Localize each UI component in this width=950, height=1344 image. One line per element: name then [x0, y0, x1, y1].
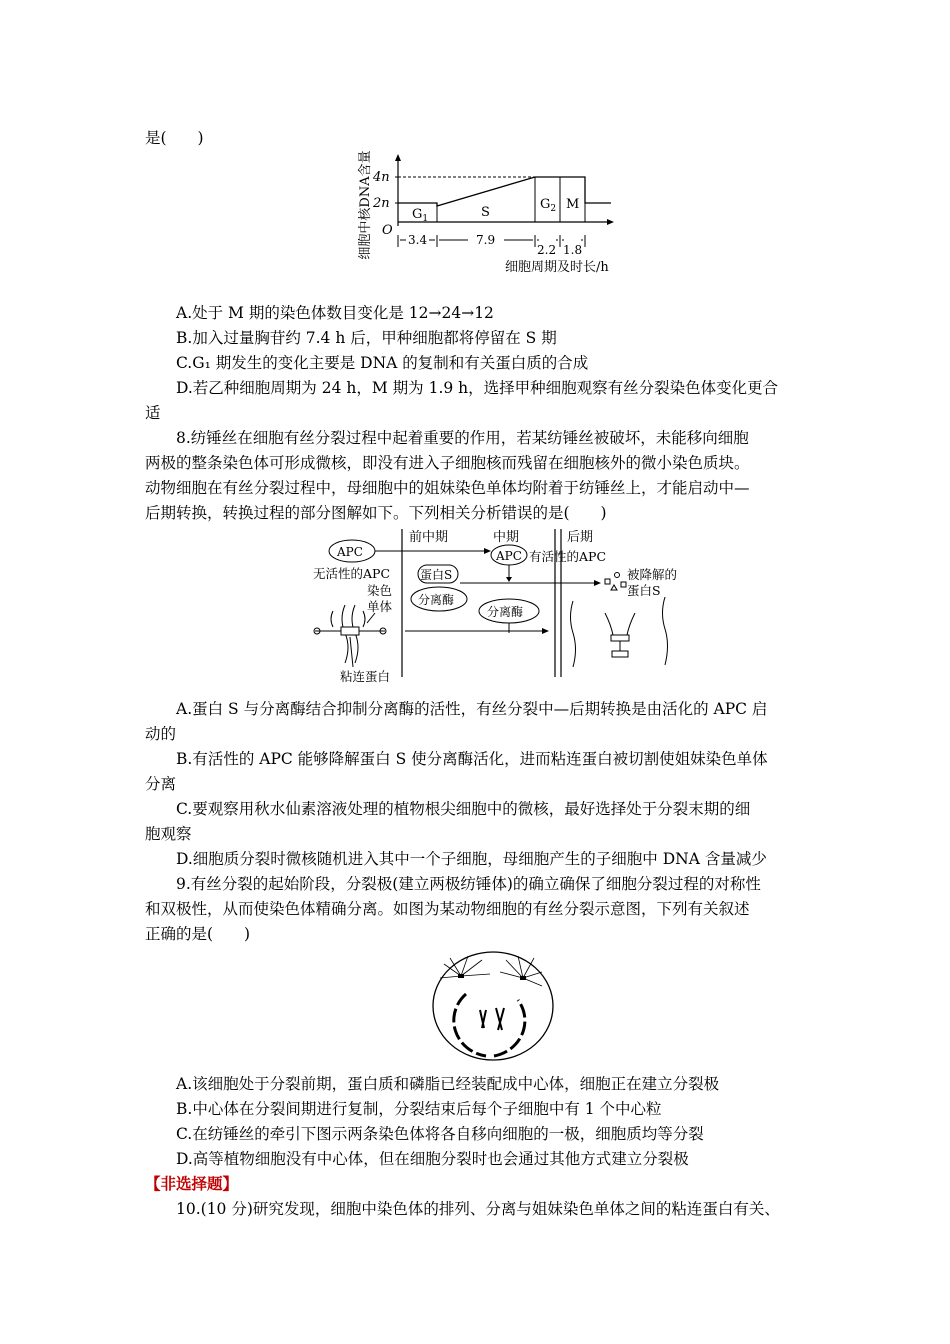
q9-option-a: A.该细胞处于分裂前期，蛋白质和磷脂已经装配成中心体，细胞正在建立分裂极 [176, 1075, 720, 1093]
q8-stem-3: 动物细胞在有丝分裂过程中，母细胞中的姐妹染色单体均附着于纺锤丝上，才能启动中— [145, 479, 750, 497]
q8-option-c: C.要观察用秋水仙素溶液处理的植物根尖细胞中的微核，最好选择处于分裂末期的细 [176, 800, 751, 818]
q7-option-d: D.若乙种细胞周期为 24 h，M 期为 1.9 h，选择甲种细胞观察有丝分裂染色体变化更合 [176, 379, 779, 397]
q7-option-d-cont: 适 [145, 404, 161, 422]
label-inactive-apc: 无活性的APC [313, 566, 391, 581]
q10-stem: 10.(10 分)研究发现，细胞中染色体的排列、分离与姐妹染色单体之间的粘连蛋白有关、 [176, 1200, 780, 1218]
q7-option-a: A.处于 M 期的染色体数目变化是 12→24→12 [176, 304, 494, 322]
q9-stem-1: 9.有丝分裂的起始阶段，分裂极(建立两极纺锤体)的确立确保了细胞分裂过程的对称性 [176, 875, 761, 893]
label-prometaphase: 前中期 [409, 530, 449, 545]
q8-option-a-cont: 动的 [145, 725, 177, 743]
duration-g1: 3.4 [408, 233, 428, 247]
label-active-apc: 有活性的APC [529, 549, 607, 564]
phase-s: S [481, 205, 490, 220]
q9-option-d: D.高等植物细胞没有中心体，但在细胞分裂时也会通过其他方式建立分裂极 [176, 1150, 689, 1168]
q8-stem-2: 两极的整条染色体可形成微核，即没有进入子细胞核而残留在细胞核外的微小染色质块。 [145, 454, 750, 472]
label-anaphase: 后期 [567, 530, 594, 545]
apc-label-2: APC [496, 549, 522, 563]
q9-option-c: C.在纺锤丝的牵引下图示两条染色体将各自移向细胞的一极，细胞质均等分裂 [176, 1125, 704, 1143]
chart-tick-2n: 2n [373, 196, 390, 211]
chart-ylabel: 细胞中核DNA含量 [358, 150, 373, 260]
label-metaphase: 中期 [493, 530, 520, 545]
duration-g2: 2.2 [537, 243, 557, 257]
degraded-label-2: 蛋白S [627, 583, 661, 598]
q7-stem-tail: 是( ) [145, 129, 204, 147]
apc-transition-diagram [305, 527, 685, 687]
separase-label-2: 分离酶 [487, 605, 524, 619]
q9-option-b: B.中心体在分裂间期进行复制，分裂结束后每个子细胞中有 1 个中心粒 [176, 1100, 662, 1118]
q7-option-b: B.加入过量胸苷约 7.4 h 后，甲种细胞都将停留在 S 期 [176, 329, 557, 347]
cohesin-label: 粘连蛋白 [340, 669, 391, 684]
apc-label-1: APC [337, 545, 363, 559]
q8-option-b: B.有活性的 APC 能够降解蛋白 S 使分离酶活化，进而粘连蛋白被切割使姐妹染色单体 [176, 750, 768, 768]
separase-label-1: 分离酶 [418, 593, 455, 607]
q8-option-b-cont: 分离 [145, 775, 177, 793]
degraded-label-1: 被降解的 [627, 567, 678, 582]
phase-g1: $G_1$ [412, 207, 429, 224]
q7-option-c: C.G₁ 期发生的变化主要是 DNA 的复制和有关蛋白质的合成 [176, 354, 589, 372]
dna-cell-cycle-chart [355, 150, 625, 275]
q8-stem-1: 8.纺锤丝在细胞有丝分裂过程中起着重要的作用，若某纺锤丝被破坏，未能移向细胞 [176, 429, 749, 447]
section-heading: 【非选择题】 [145, 1174, 239, 1193]
chart-tick-4n: 4n [373, 170, 390, 185]
q9-stem-3: 正确的是( ) [145, 925, 251, 943]
chart-xlabel: 细胞周期及时长/h [505, 260, 609, 275]
chromatid-label-2: 单体 [367, 599, 393, 614]
chart-origin: O [382, 223, 393, 238]
phase-m: M [566, 197, 580, 212]
duration-s: 7.9 [476, 233, 496, 247]
q9-stem-2: 和双极性，从而使染色体精确分离。如图为某动物细胞的有丝分裂示意图，下列有关叙述 [145, 900, 750, 918]
chromatid-label-1: 染色 [367, 583, 393, 598]
duration-m: 1.8 [563, 243, 583, 257]
q8-option-c-cont: 胞观察 [145, 825, 192, 843]
q8-option-a: A.蛋白 S 与分离酶结合抑制分离酶的活性，有丝分裂中—后期转换是由活化的 APC 启 [176, 700, 768, 718]
q8-stem-4: 后期转换，转换过程的部分图解如下。下列相关分析错误的是( ) [145, 504, 607, 522]
phase-g2: $G_2$ [540, 197, 557, 214]
mitosis-cell-diagram [430, 950, 560, 1065]
securin-label: 蛋白S [420, 568, 453, 582]
cell-membrane [433, 952, 553, 1060]
q8-option-d: D.细胞质分裂时微核随机进入其中一个子细胞，母细胞产生的子细胞中 DNA 含量减少 [176, 850, 767, 868]
